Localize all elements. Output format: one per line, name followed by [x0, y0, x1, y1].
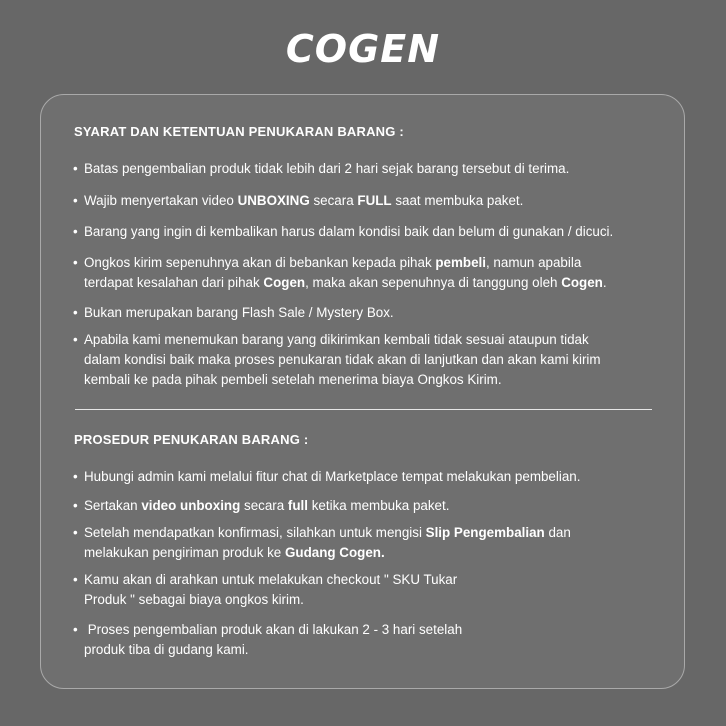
section-divider: [75, 409, 652, 410]
prosedur-item-3: • Setelah mendapatkan konfirmasi, silahkan untuk mengisi Slip Pengembalian dan melakukan pengiriman produk ke Gudang Cogen.: [73, 525, 571, 560]
bullet-icon: •: [73, 305, 78, 320]
syarat-section-title: SYARAT DAN KETENTUAN PENUKARAN BARANG :: [74, 124, 404, 139]
bullet-icon: •: [73, 255, 78, 270]
bullet-icon: •: [73, 161, 78, 176]
syarat-item-3: • Barang yang ingin di kembalikan harus dalam kondisi baik dan belum di gunakan / dicuci.: [73, 222, 663, 242]
bullet-icon: •: [73, 469, 78, 484]
prosedur-item-1: • Hubungi admin kami melalui fitur chat di Marketplace tempat melakukan pembelian.: [73, 467, 663, 487]
bullet-icon: •: [73, 224, 78, 239]
prosedur-item-2: • Sertakan video unboxing secara full ketika membuka paket.: [73, 496, 663, 516]
syarat-item-4: • Ongkos kirim sepenuhnya akan di bebankan kepada pihak pembeli, namun apabila terdapat kesalahan dari pihak Cogen, maka akan sepenuhnya di tanggung oleh Cogen.: [73, 255, 607, 290]
prosedur-item-5: • Proses pengembalian produk akan di lakukan 2 - 3 hari setelah produk tiba di gudang kami.: [73, 622, 463, 657]
syarat-item-2: • Wajib menyertakan video UNBOXING secara FULL saat membuka paket.: [73, 191, 663, 211]
prosedur-section-title: PROSEDUR PENUKARAN BARANG :: [74, 432, 309, 447]
syarat-item-5: • Bukan merupakan barang Flash Sale / Mystery Box.: [73, 303, 663, 323]
bullet-icon: •: [73, 332, 78, 347]
bullet-icon: •: [73, 622, 78, 637]
bullet-icon: •: [73, 498, 78, 513]
prosedur-item-4: • Kamu akan di arahkan untuk melakukan checkout " SKU Tukar Produk " sebagai biaya ongkos kirim.: [73, 572, 458, 607]
bullet-icon: •: [73, 525, 78, 540]
brand-logo: COGEN: [285, 27, 441, 71]
syarat-item-6: • Apabila kami menemukan barang yang dikirimkan kembali tidak sesuai ataupun tidak dalam kondisi baik maka proses penukaran tidak akan di lanjutkan dan akan kami kirim kembali ke pada pihak pembeli setelah menerima biaya Ongkos Kirim.: [73, 332, 601, 387]
syarat-item-1: • Batas pengembalian produk tidak lebih dari 2 hari sejak barang tersebut di terima.: [73, 159, 663, 179]
bullet-icon: •: [73, 572, 78, 587]
bullet-icon: •: [73, 193, 78, 208]
